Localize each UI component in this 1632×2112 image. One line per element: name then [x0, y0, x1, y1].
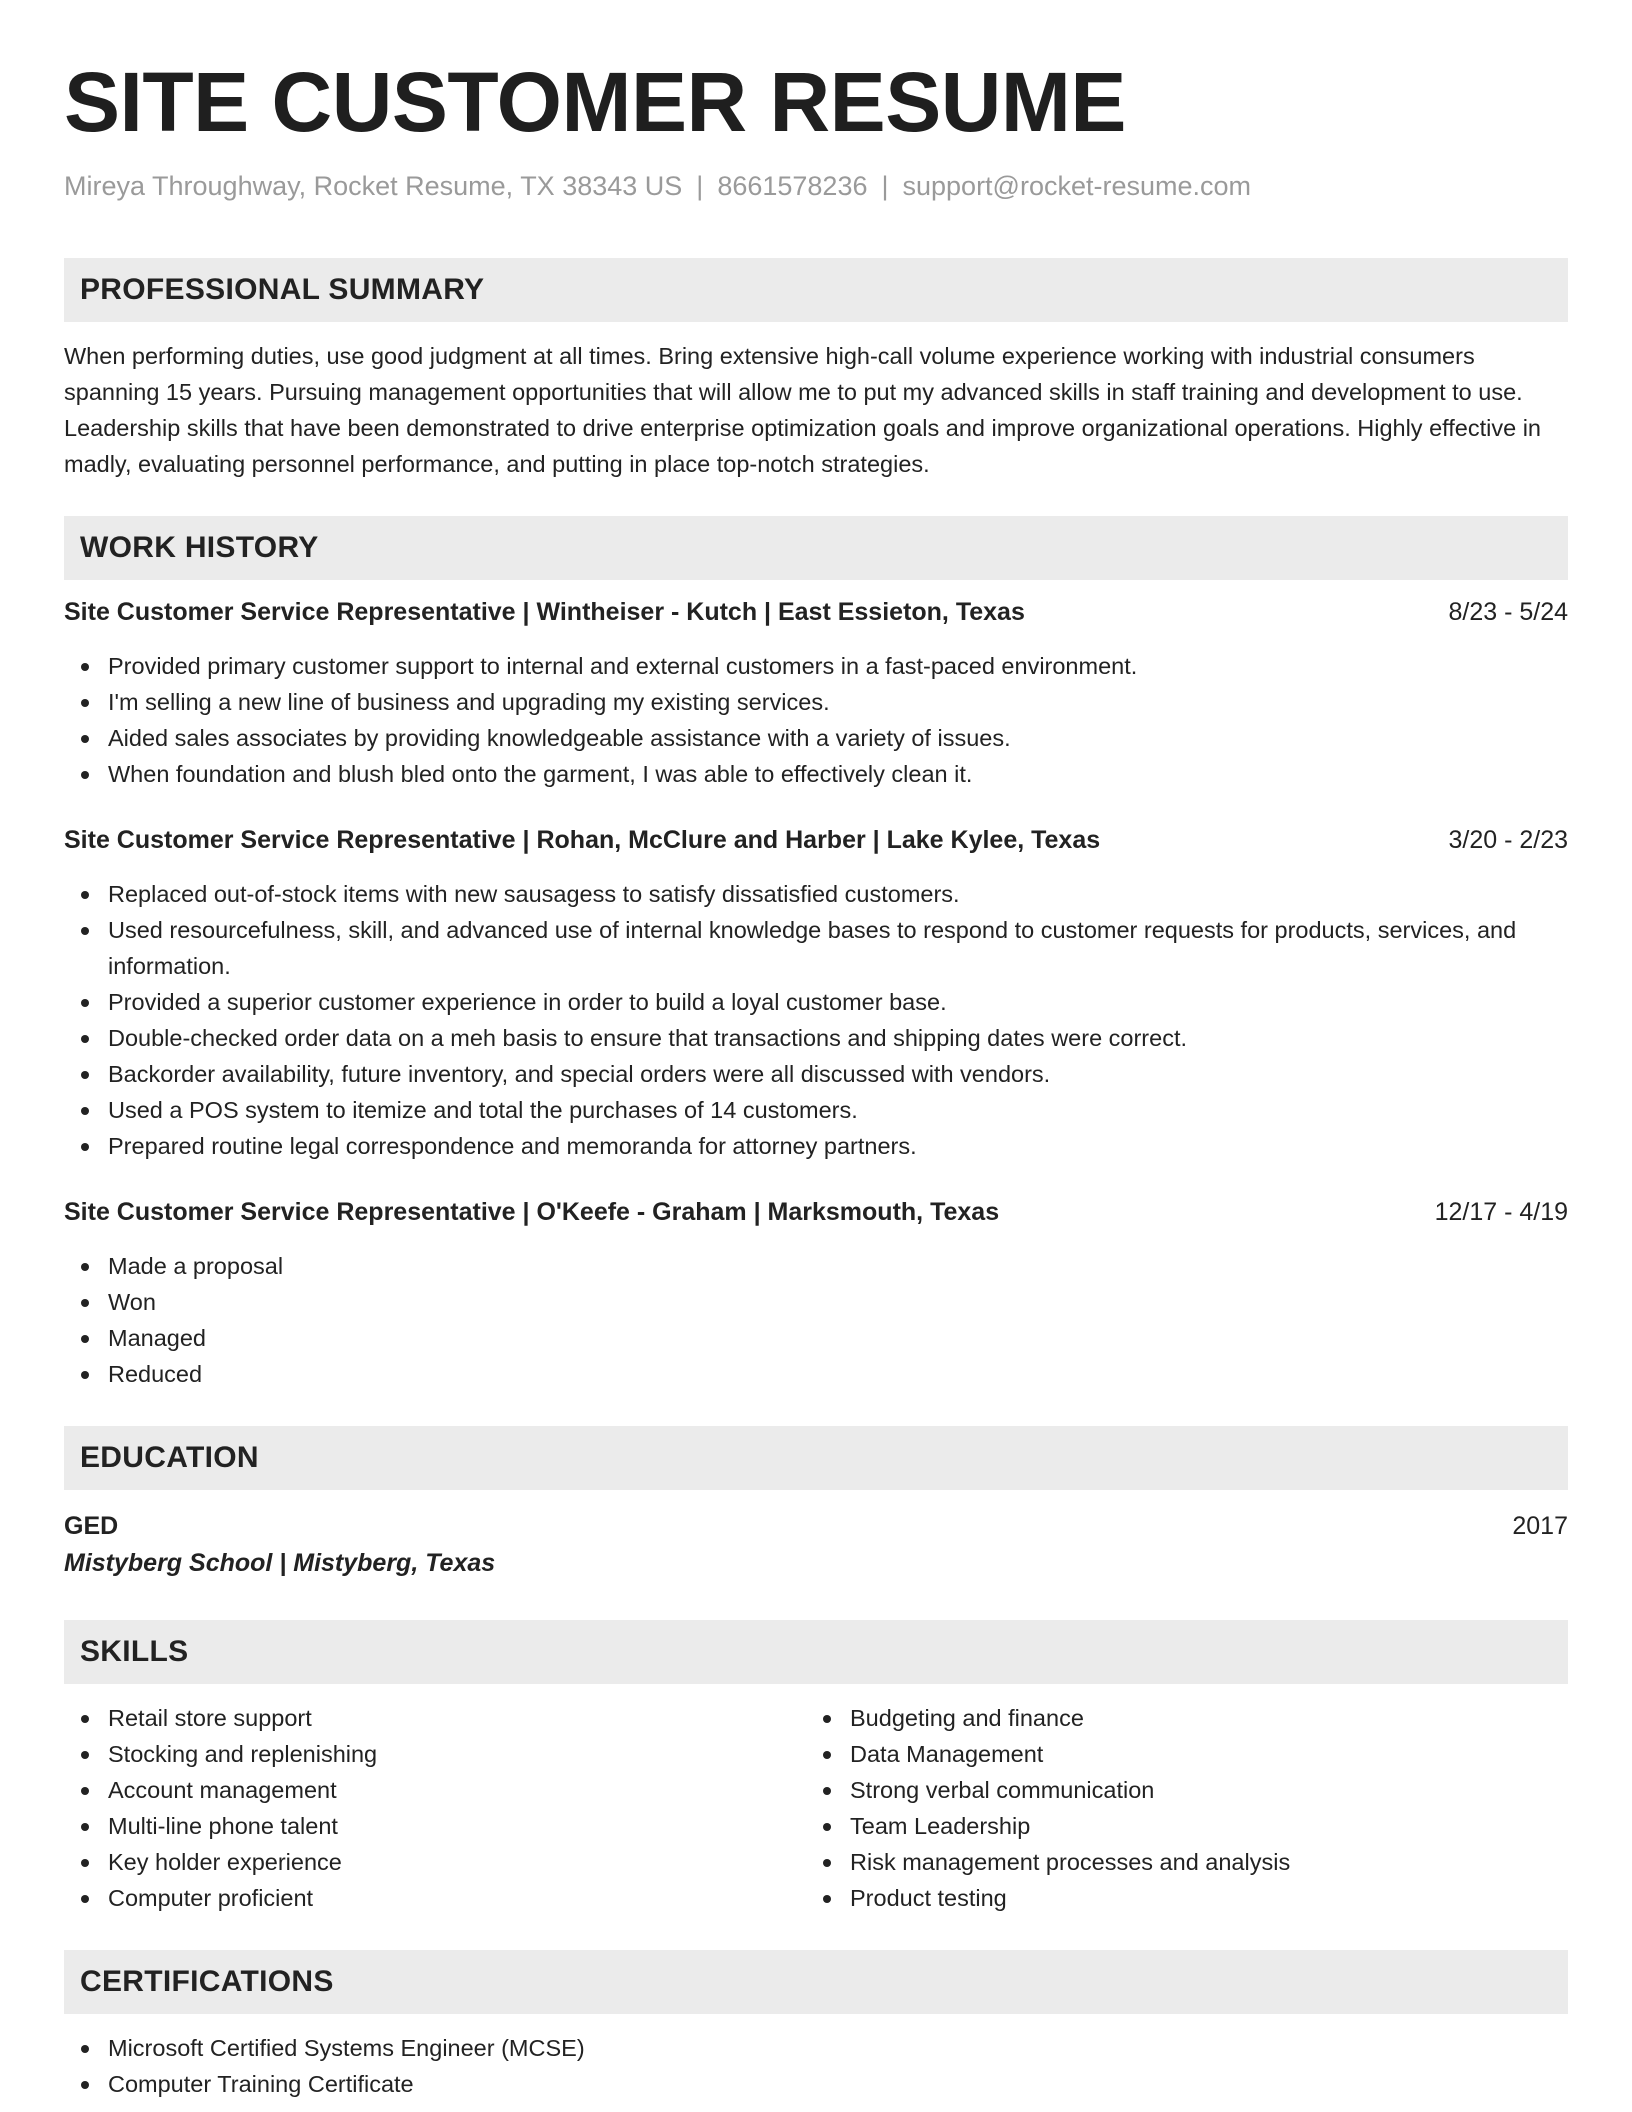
section-title: CERTIFICATIONS — [80, 1965, 334, 1998]
skills-list-right — [806, 1700, 1548, 1916]
job-title: Site Customer Service Representative | Wintheiser - Kutch | East Essieton, Texas — [64, 598, 1025, 626]
list-item: Provided primary customer support to internal and external customers in a fast-paced environment. — [64, 648, 1568, 684]
list-item: Replaced out-of-stock items with new sausagess to satisfy dissatisfied customers. — [64, 876, 1568, 912]
certifications-list — [64, 2030, 1568, 2102]
list-item: Data Management — [806, 1736, 1548, 1772]
list-item: Computer proficient — [64, 1880, 806, 1916]
list-item: Stocking and replenishing — [64, 1736, 806, 1772]
list-item: Backorder availability, future inventory, and special orders were all discussed with vendors. — [64, 1056, 1568, 1092]
list-item: Won — [64, 1284, 1568, 1320]
list-item: Provided a superior customer experience in order to build a loyal customer base. — [64, 984, 1568, 1020]
section-title: PROFESSIONAL SUMMARY — [80, 273, 485, 306]
section-title: WORK HISTORY — [80, 531, 319, 564]
education-header — [64, 1508, 1568, 1544]
list-item: Budgeting and finance — [806, 1700, 1548, 1736]
list-item: Key holder experience — [64, 1844, 806, 1880]
list-item: When foundation and blush bled onto the garment, I was able to effectively clean it. — [64, 756, 1568, 792]
job-bullets — [64, 1248, 1568, 1392]
section-header-certifications — [64, 1950, 1568, 2014]
contact-separator: | — [696, 171, 704, 201]
list-item: Aided sales associates by providing knowledgeable assistance with a variety of issues. — [64, 720, 1568, 756]
section-header-education — [64, 1426, 1568, 1490]
list-item: Microsoft Certified Systems Engineer (MCSE) — [64, 2030, 1568, 2066]
job-dates: 12/17 - 4/19 — [1434, 1198, 1568, 1226]
section-header-summary — [64, 258, 1568, 322]
list-item: Team Leadership — [806, 1808, 1548, 1844]
resume-title: SITE CUSTOMER RESUME — [64, 55, 1126, 149]
list-item: Double-checked order data on a meh basis to ensure that transactions and shipping dates were correct. — [64, 1020, 1568, 1056]
education-school: Mistyberg School | Mistyberg, Texas — [64, 1549, 496, 1577]
list-item: Computer Training Certificate — [64, 2066, 1568, 2102]
list-item: Made a proposal — [64, 1248, 1568, 1284]
job-entry — [64, 594, 1568, 792]
list-item: Risk management processes and analysis — [806, 1844, 1548, 1880]
job-header — [64, 1194, 1568, 1230]
list-item: Managed — [64, 1320, 1568, 1356]
section-header-skills — [64, 1620, 1568, 1684]
job-dates: 3/20 - 2/23 — [1448, 826, 1568, 854]
contact-separator: | — [881, 171, 889, 201]
job-header — [64, 594, 1568, 630]
list-item: Used a POS system to itemize and total the purchases of 14 customers. — [64, 1092, 1568, 1128]
section-title: SKILLS — [80, 1635, 189, 1668]
contact-email: support@rocket-resume.com — [902, 171, 1252, 201]
contact-line — [64, 168, 1568, 204]
education-year: 2017 — [1512, 1512, 1568, 1540]
job-header — [64, 822, 1568, 858]
list-item: Multi-line phone talent — [64, 1808, 806, 1844]
job-entry — [64, 1194, 1568, 1392]
list-item: Used resourcefulness, skill, and advanced use of internal knowledge bases to respond to customer requests for products, services, and information. — [64, 912, 1568, 984]
skills-columns — [64, 1700, 1568, 1916]
job-bullets — [64, 648, 1568, 792]
summary-text: When performing duties, use good judgment at all times. Bring extensive high-call volume experience working with industrial consumers spanning 15 years. Pursuing management opportunities that will allow me to put my advanced skills in staff training and development to use. Leadership skills that have been demonstrated to drive enterprise optimization goals and improve organizational operations. Highly effective in madly, evaluating personnel performance, and putting in place top-notch strategies. — [64, 343, 1542, 477]
job-title: Site Customer Service Representative | Rohan, McClure and Harber | Lake Kylee, Texas — [64, 826, 1101, 854]
list-item: Account management — [64, 1772, 806, 1808]
job-dates: 8/23 - 5/24 — [1448, 598, 1568, 626]
list-item: Prepared routine legal correspondence and memoranda for attorney partners. — [64, 1128, 1568, 1164]
job-title: Site Customer Service Representative | O'Keefe - Graham | Marksmouth, Texas — [64, 1198, 1000, 1226]
job-entry — [64, 822, 1568, 1164]
certifications-block — [64, 2030, 1568, 2102]
education-degree: GED — [64, 1512, 119, 1540]
job-bullets — [64, 876, 1568, 1164]
list-item: Strong verbal communication — [806, 1772, 1548, 1808]
list-item: Reduced — [64, 1356, 1568, 1392]
education-entry — [64, 1508, 1568, 1582]
section-header-work-history — [64, 516, 1568, 580]
contact-address: Mireya Throughway, Rocket Resume, TX 38343 US — [64, 171, 683, 201]
list-item: I'm selling a new line of business and upgrading my existing services. — [64, 684, 1568, 720]
contact-phone: 8661578236 — [717, 171, 868, 201]
section-title: EDUCATION — [80, 1441, 259, 1474]
list-item: Product testing — [806, 1880, 1548, 1916]
skills-list-left — [64, 1700, 806, 1916]
list-item: Retail store support — [64, 1700, 806, 1736]
